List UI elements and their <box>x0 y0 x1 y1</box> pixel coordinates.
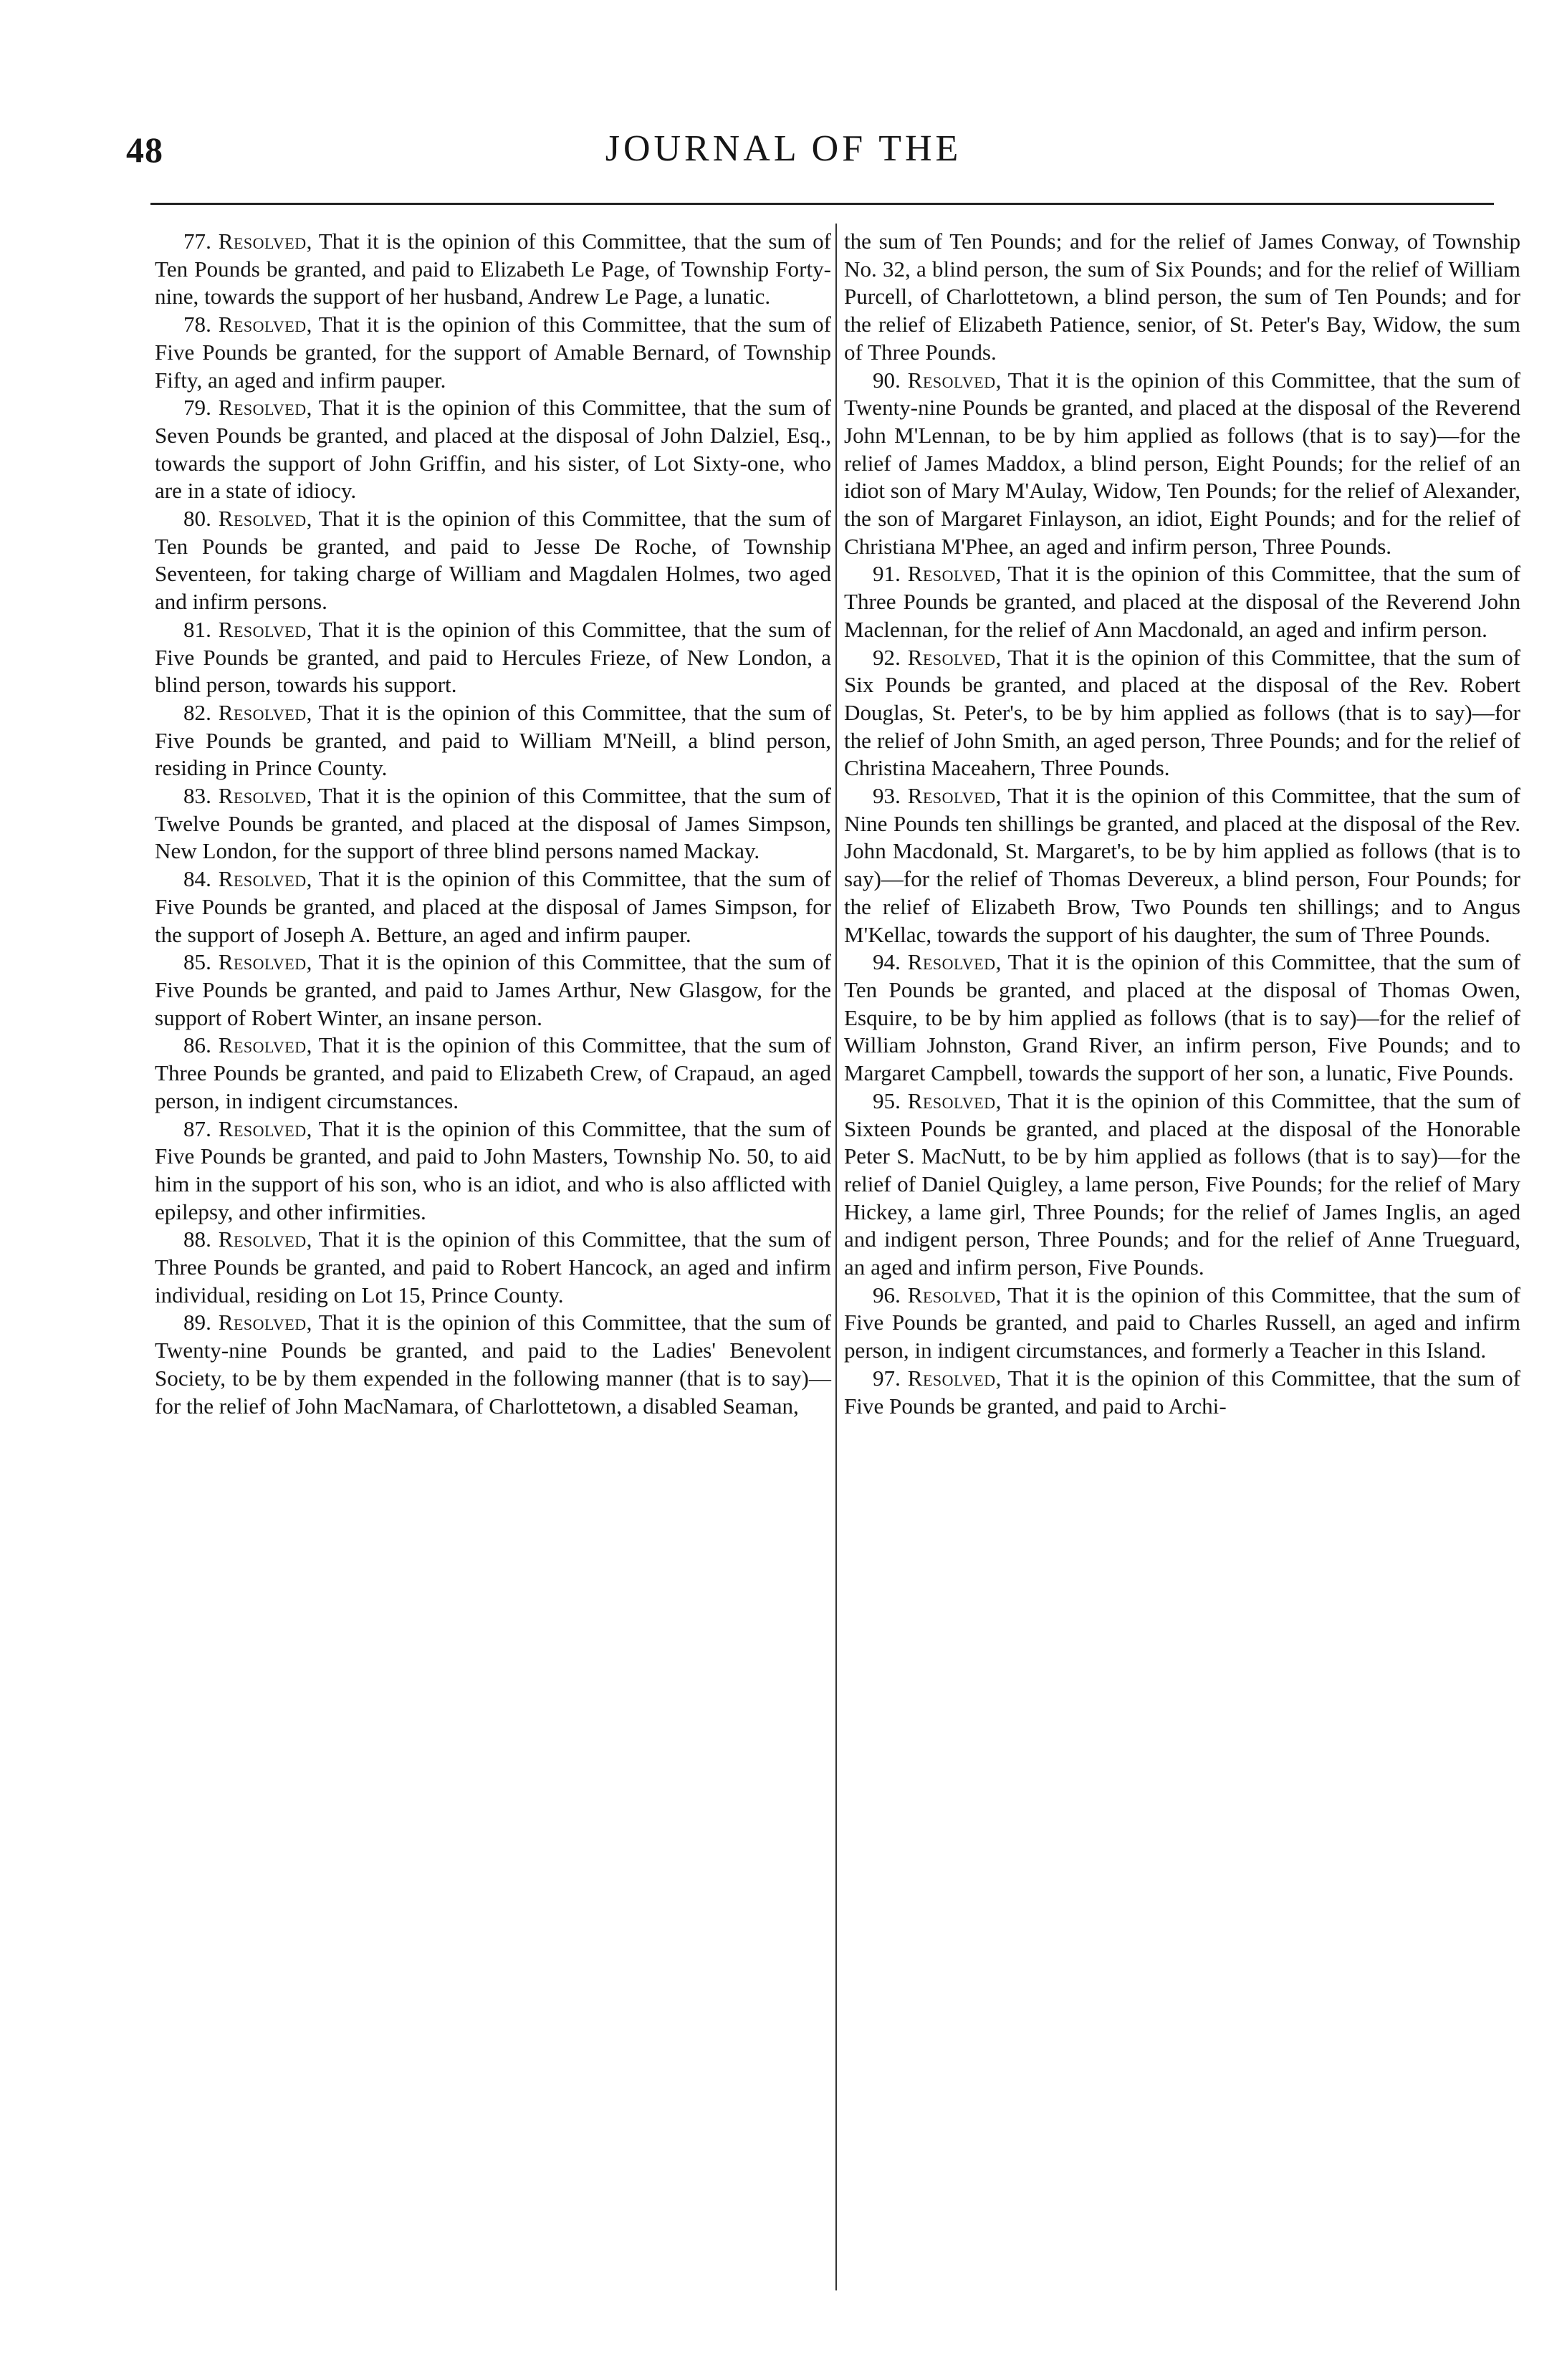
resolution-number: 90. <box>873 367 908 393</box>
resolved-keyword: Resolved <box>907 1282 996 1307</box>
resolution-paragraph <box>155 949 831 1032</box>
resolved-keyword: Resolved <box>218 1032 307 1058</box>
resolution-number: 83. <box>183 783 219 809</box>
resolved-keyword: Resolved <box>218 699 307 725</box>
paragraph-text: , That it is the opinion of this Committee, that the sum of Five Pounds be granted, for the support of Amable Bernard, of Township Fifty, an aged and infirm pauper. <box>155 312 831 393</box>
resolution-number: 82. <box>183 699 219 725</box>
paragraph-text: , That it is the opinion of this Committee, that the sum of Five Pounds be granted, and paid to John Masters, Township No. 50, to aid him in the support of his son, who is an idiot, and who is also afflicted with epilepsy, and other infirmities. <box>155 1115 831 1224</box>
paragraph-text: , That it is the opinion of this Committee, that the sum of Ten Pounds be granted, and paid to Jesse De Roche, of Township Seventeen, for taking charge of William and Magdalen Holmes, two aged and infirm persons. <box>155 506 831 615</box>
resolution-number: 81. <box>183 616 219 642</box>
resolution-paragraph <box>155 311 831 394</box>
resolved-keyword: Resolved <box>218 395 307 421</box>
resolved-keyword: Resolved <box>218 783 307 809</box>
resolution-paragraph <box>844 644 1520 783</box>
resolved-keyword: Resolved <box>218 312 307 337</box>
resolution-paragraph <box>155 1309 831 1420</box>
paragraph-text: , That it is the opinion of this Committee, that the sum of Nine Pounds ten shillings be granted, and placed at the disposal of the Rev. John Macdonald, St. Margaret's, to be by him applied as follows (that is to say)—for the relief of Thomas Devereux, a blind person, Four Pounds; for the relief of Elizabeth Brow, Two Pounds ten shillings; and to Angus M'Kellac, towards the support of his daughter, the sum of Three Pounds. <box>844 783 1520 947</box>
resolution-paragraph <box>155 1032 831 1115</box>
paragraph-text: , That it is the opinion of this Committee, that the sum of Five Pounds be granted, and paid to William M'Neill, a blind person, residing in Prince County. <box>155 699 831 781</box>
resolution-number: 95. <box>873 1088 908 1113</box>
resolution-number: 92. <box>873 644 908 670</box>
resolved-keyword: Resolved <box>218 866 307 892</box>
resolution-paragraph <box>155 616 831 699</box>
resolved-keyword: Resolved <box>907 644 996 670</box>
resolved-keyword: Resolved <box>218 616 307 642</box>
resolution-paragraph <box>155 782 831 865</box>
resolved-keyword: Resolved <box>218 1227 307 1252</box>
resolution-paragraph <box>155 1226 831 1309</box>
resolution-paragraph <box>844 1282 1520 1365</box>
resolution-paragraph <box>844 367 1520 561</box>
paragraph-text: , That it is the opinion of this Committee, that the sum of Sixteen Pounds be granted, and placed at the disposal of the Honorable Peter S. MacNutt, to be by him applied as follows (that is to say)—for the relief of Daniel Quigley, a lame person, Five Pounds; for the relief of Mary Hickey, a lame girl, Three Pounds; for the relief of James Inglis, an aged and indigent person, Three Pounds; and for the relief of Anne Trueguard, an aged and infirm person, Five Pounds. <box>844 1088 1520 1280</box>
resolved-keyword: Resolved <box>907 561 996 587</box>
header-rule <box>150 203 1494 205</box>
page-number: 48 <box>126 130 163 170</box>
paragraph-text: , That it is the opinion of this Committee, that the sum of Five Pounds be granted, and paid to Charles Russell, an aged and infirm person, in indigent circumstances, and formerly a Teacher in this Island. <box>844 1282 1520 1363</box>
paragraph-text: , That it is the opinion of this Committee, that the sum of Ten Pounds be granted, and paid to Elizabeth Le Page, of Township Forty-nine, towards the support of her husband, Andrew Le Page, a lunatic. <box>155 229 831 310</box>
resolution-number: 94. <box>873 949 908 975</box>
paragraph-text: , That it is the opinion of this Committee, that the sum of Ten Pounds be granted, and placed at the disposal of Thomas Owen, Esquire, to be by him applied as follows (that is to say)—for the relief of William Johnston, Grand River, an infirm person, Five Pounds; and to Margaret Campbell, towards the support of her son, a lunatic, Five Pounds. <box>844 949 1520 1086</box>
resolution-number: 88. <box>183 1227 219 1252</box>
paragraph-text: , That it is the opinion of this Committee, that the sum of Twenty-nine Pounds be granted, and placed at the disposal of the Reverend John M'Lennan, to be by him applied as follows (that is to say)—for the relief of James Maddox, a blind person, Eight Pounds; for the relief of an idiot son of Mary M'Aulay, Widow, Ten Pounds; for the relief of Alexander, the son of Margaret Finlayson, an idiot, Eight Pounds; and for the relief of Christiana M'Phee, an aged and infirm person, Three Pounds. <box>844 367 1520 559</box>
resolution-number: 85. <box>183 949 219 975</box>
left-column <box>155 228 831 1420</box>
resolution-number: 97. <box>873 1365 908 1391</box>
column-divider <box>835 224 837 2290</box>
resolution-number: 91. <box>873 561 908 587</box>
resolution-number: 89. <box>183 1310 219 1335</box>
resolution-number: 84. <box>183 866 219 892</box>
paragraph-text: the sum of Ten Pounds; and for the relief of James Conway, of Township No. 32, a blind person, the sum of Six Pounds; and for the relief of William Purcell, of Charlottetown, a blind person, the sum of Ten Pounds; and for the relief of Elizabeth Patience, senior, of St. Peter's Bay, Widow, the sum of Three Pounds. <box>844 229 1520 365</box>
paragraph-text: , That it is the opinion of this Committee, that the sum of Three Pounds be granted, and paid to Robert Hancock, an aged and infirm individual, residing on Lot 15, Prince County. <box>155 1227 831 1307</box>
resolved-keyword: Resolved <box>218 229 307 254</box>
resolved-keyword: Resolved <box>907 367 996 393</box>
resolution-paragraph <box>844 949 1520 1088</box>
resolution-paragraph <box>844 1365 1520 1420</box>
paragraph-text: , That it is the opinion of this Committee, that the sum of Five Pounds be granted, and paid to Archi- <box>844 1365 1520 1419</box>
resolution-number: 77. <box>183 229 219 254</box>
resolution-paragraph <box>155 1115 831 1227</box>
resolution-number: 79. <box>183 395 219 421</box>
paragraph-text: , That it is the opinion of this Committee, that the sum of Twenty-nine Pounds be granted, and paid to the Ladies' Benevolent Society, to be by them expended in the following manner (that is to say)—for the relief of John MacNamara, of Charlottetown, a disabled Seaman, <box>155 1310 831 1419</box>
resolution-paragraph <box>844 560 1520 643</box>
resolved-keyword: Resolved <box>218 506 307 532</box>
resolution-paragraph <box>155 699 831 782</box>
resolution-number: 93. <box>873 783 908 809</box>
resolved-keyword: Resolved <box>907 783 996 809</box>
paragraph-text: , That it is the opinion of this Committee, that the sum of Six Pounds be granted, and placed at the disposal of the Rev. Robert Douglas, St. Peter's, to be by him applied as follows (that is to say)—for the relief of John Smith, an aged person, Three Pounds; and for the relief of Christina Maceahern, Three Pounds. <box>844 644 1520 781</box>
paragraph-text: , That it is the opinion of this Committee, that the sum of Five Pounds be granted, and paid to Hercules Frieze, of New London, a blind person, towards his support. <box>155 616 831 698</box>
paragraph-text: , That it is the opinion of this Committee, that the sum of Three Pounds be granted, and placed at the disposal of the Reverend John Maclennan, for the relief of Ann Macdonald, an aged and infirm person. <box>844 561 1520 642</box>
paragraph-text: , That it is the opinion of this Committee, that the sum of Five Pounds be granted, and paid to James Arthur, New Glasgow, for the support of Robert Winter, an insane person. <box>155 949 831 1030</box>
resolved-keyword: Resolved <box>218 949 307 975</box>
paragraph-text: , That it is the opinion of this Committee, that the sum of Seven Pounds be granted, and placed at the disposal of John Dalziel, Esq., towards the support of John Griffin, and his sister, of Lot Sixty-one, who are in a state of idiocy. <box>155 395 831 504</box>
resolved-keyword: Resolved <box>218 1310 307 1335</box>
continued-paragraph <box>844 228 1520 367</box>
resolved-keyword: Resolved <box>907 1365 996 1391</box>
resolution-paragraph <box>844 1088 1520 1282</box>
resolved-keyword: Resolved <box>907 1088 996 1113</box>
right-column <box>844 228 1520 1420</box>
resolution-paragraph <box>155 394 831 505</box>
resolution-number: 80. <box>183 506 219 532</box>
resolution-paragraph <box>155 505 831 616</box>
resolved-keyword: Resolved <box>218 1115 307 1141</box>
resolution-paragraph <box>844 782 1520 949</box>
resolved-keyword: Resolved <box>907 949 996 975</box>
running-title: JOURNAL OF THE <box>605 128 962 169</box>
resolution-number: 78. <box>183 312 219 337</box>
resolution-number: 96. <box>873 1282 908 1307</box>
resolution-paragraph <box>155 865 831 949</box>
resolution-number: 87. <box>183 1115 219 1141</box>
paragraph-text: , That it is the opinion of this Committee, that the sum of Five Pounds be granted, and placed at the disposal of James Simpson, for the support of Joseph A. Betture, an aged and infirm pauper. <box>155 866 831 947</box>
paragraph-text: , That it is the opinion of this Committee, that the sum of Three Pounds be granted, and paid to Elizabeth Crew, of Crapaud, an aged person, in indigent circumstances. <box>155 1032 831 1113</box>
resolution-paragraph <box>155 228 831 311</box>
paragraph-text: , That it is the opinion of this Committee, that the sum of Twelve Pounds be granted, and placed at the disposal of James Simpson, New London, for the support of three blind persons named Mackay. <box>155 783 831 864</box>
resolution-number: 86. <box>183 1032 219 1058</box>
